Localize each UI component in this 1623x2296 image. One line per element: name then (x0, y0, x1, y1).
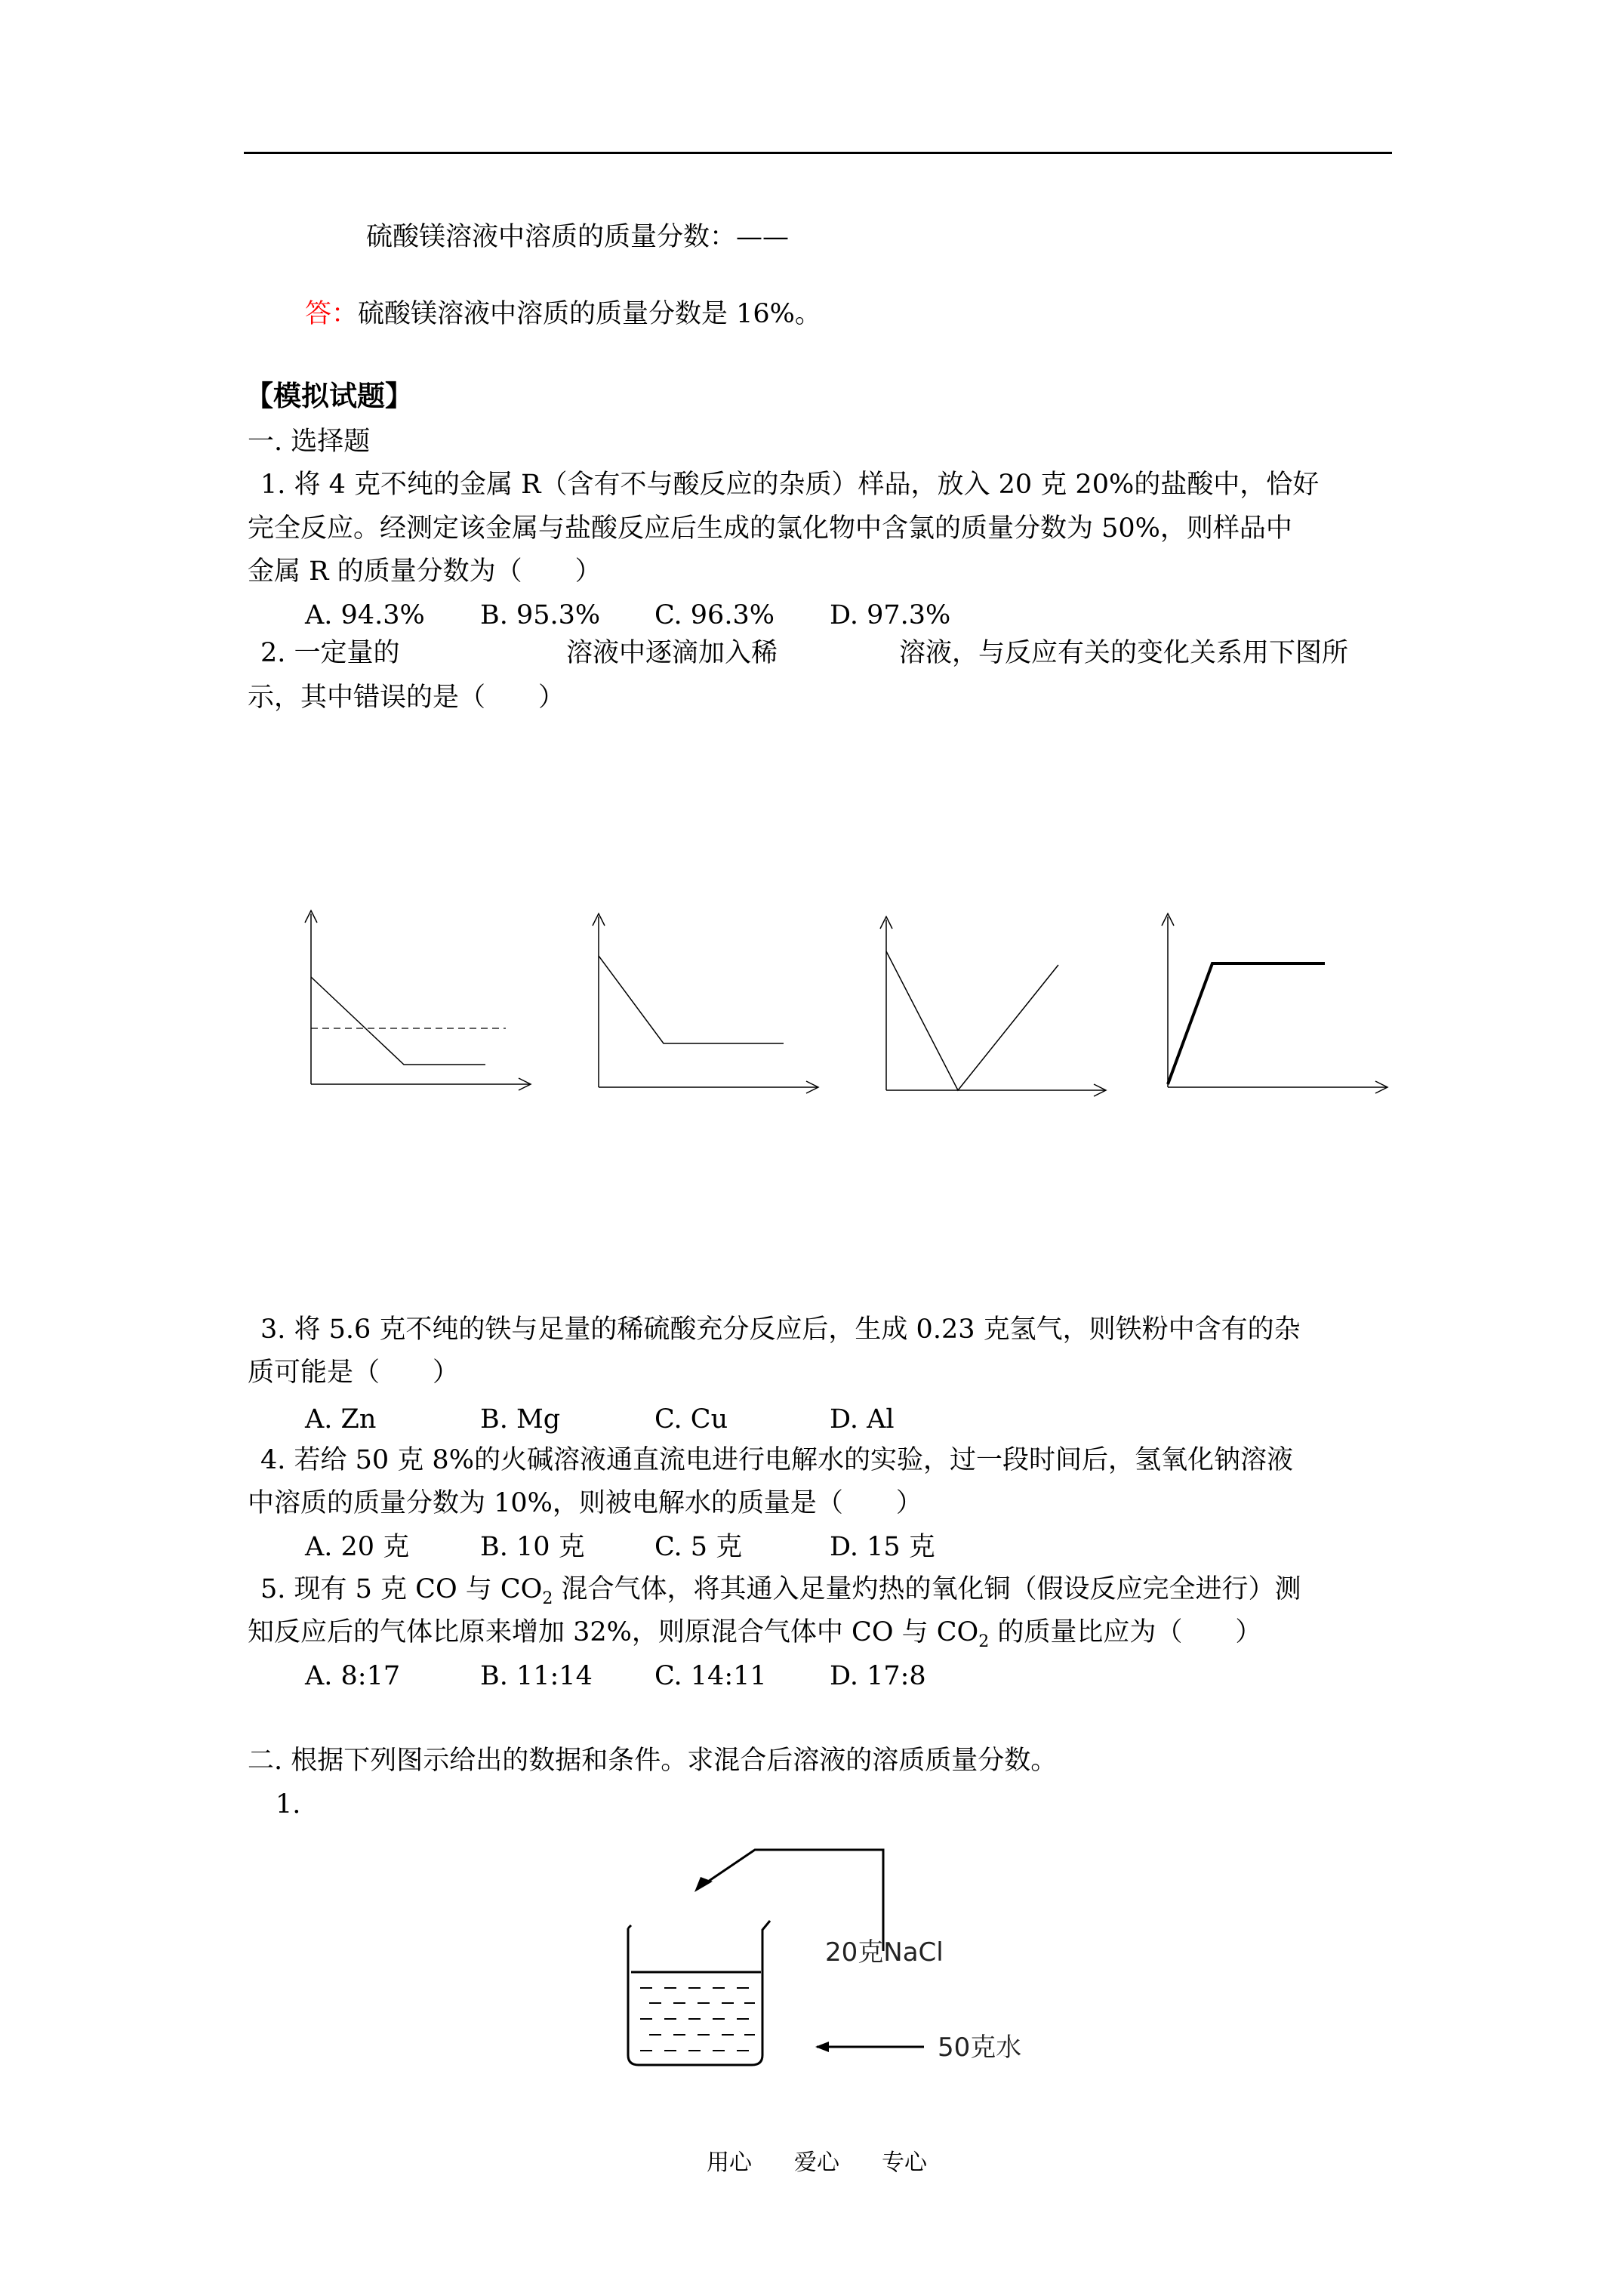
footer-item-3: 专心 (882, 2150, 927, 2176)
answer-prefix: 答： (305, 299, 359, 329)
q1-option-c: C. 96.3% (654, 600, 775, 630)
q1-option-a: A. 94.3% (305, 600, 425, 630)
q5-option-b: B. 11:14 (480, 1661, 593, 1691)
q4-option-d: D. 15 克 (830, 1532, 935, 1562)
q2-line1a: 2. 一定量的 (260, 638, 400, 668)
q5-option-c: C. 14:11 (654, 1661, 767, 1691)
q1-option-b: B. 95.3% (480, 600, 601, 630)
part2-item1: 1. (276, 1789, 301, 1820)
q3-option-c: C. Cu (654, 1404, 728, 1435)
nacl-label: 20克NaCl (825, 1937, 944, 1968)
q4-option-b: B. 10 克 (480, 1532, 585, 1562)
header-rule (244, 152, 1392, 154)
q2-graph-b (586, 906, 827, 1102)
q3-line2: 质可能是（ ） (248, 1358, 460, 1388)
footer-item-2: 爱心 (794, 2150, 839, 2176)
q2-graph-d (1155, 906, 1397, 1102)
answer-line (305, 297, 821, 331)
q2-line2: 示，其中错误的是（ ） (248, 683, 565, 713)
part2-title: 二. 根据下列图示给出的数据和条件。求混合后溶液的溶质质量分数。 (248, 1746, 1058, 1776)
q4-option-a: A. 20 克 (305, 1532, 410, 1562)
section-header: 【模拟试题】 (245, 379, 413, 412)
q5-line2: 知反应后的气体比原来增加 32%，则原混合气体中 CO 与 $CO_2$ 的质量比应为（ ） (248, 1617, 1262, 1651)
q4-line2: 中溶质的质量分数为 10%，则被电解水的质量是（ ） (248, 1488, 922, 1518)
q3-option-b: B. Mg (480, 1404, 561, 1435)
q4-line1: 4. 若给 50 克 8%的火碱溶液通直流电进行电解水的实验，过一段时间后，氢氧化钠溶液 (260, 1445, 1293, 1475)
calc-label: 硫酸镁溶液中溶质的质量分数：—— (366, 222, 790, 252)
q3-option-a: A. Zn (305, 1404, 377, 1435)
q5-line1: 5. 现有 5 克 CO 与 $CO_2$ 混合气体，将其通入足量灼热的氧化铜（假设反应完全进行）测 (260, 1574, 1301, 1608)
q1-option-d: D. 97.3% (830, 600, 951, 630)
q2-line1b: 溶液中逐滴加入稀 (566, 638, 778, 668)
q5-option-a: A. 8:17 (305, 1661, 401, 1691)
answer-text: 硫酸镁溶液中溶质的质量分数是 16%。 (358, 299, 821, 329)
q1-line3: 金属 R 的质量分数为（ ） (248, 556, 602, 587)
water-label: 50克水 (938, 2032, 1022, 2063)
q4-option-c: C. 5 克 (654, 1532, 743, 1562)
q1-line1: 1. 将 4 克不纯的金属 R（含有不与酸反应的杂质）样品，放入 20 克 20%的盐酸中，恰好 (260, 470, 1320, 500)
q1-line2: 完全反应。经测定该金属与盐酸反应后生成的氯化物中含氯的质量分数为 50%，则样品中 (248, 513, 1292, 544)
q2-line1c: 溶液，与反应有关的变化关系用下图所 (899, 638, 1349, 668)
q2-graph-a (298, 903, 540, 1099)
q3-line1: 3. 将 5.6 克不纯的铁与足量的稀硫酸充分反应后，生成 0.23 克氢气，则铁粉中含有的杂 (260, 1314, 1301, 1345)
q3-option-d: D. Al (830, 1404, 895, 1435)
q2-graph-c (873, 909, 1115, 1105)
q5-option-d: D. 17:8 (830, 1661, 926, 1691)
footer-item-1: 用心 (707, 2150, 752, 2176)
part1-title: 一. 选择题 (248, 427, 371, 457)
